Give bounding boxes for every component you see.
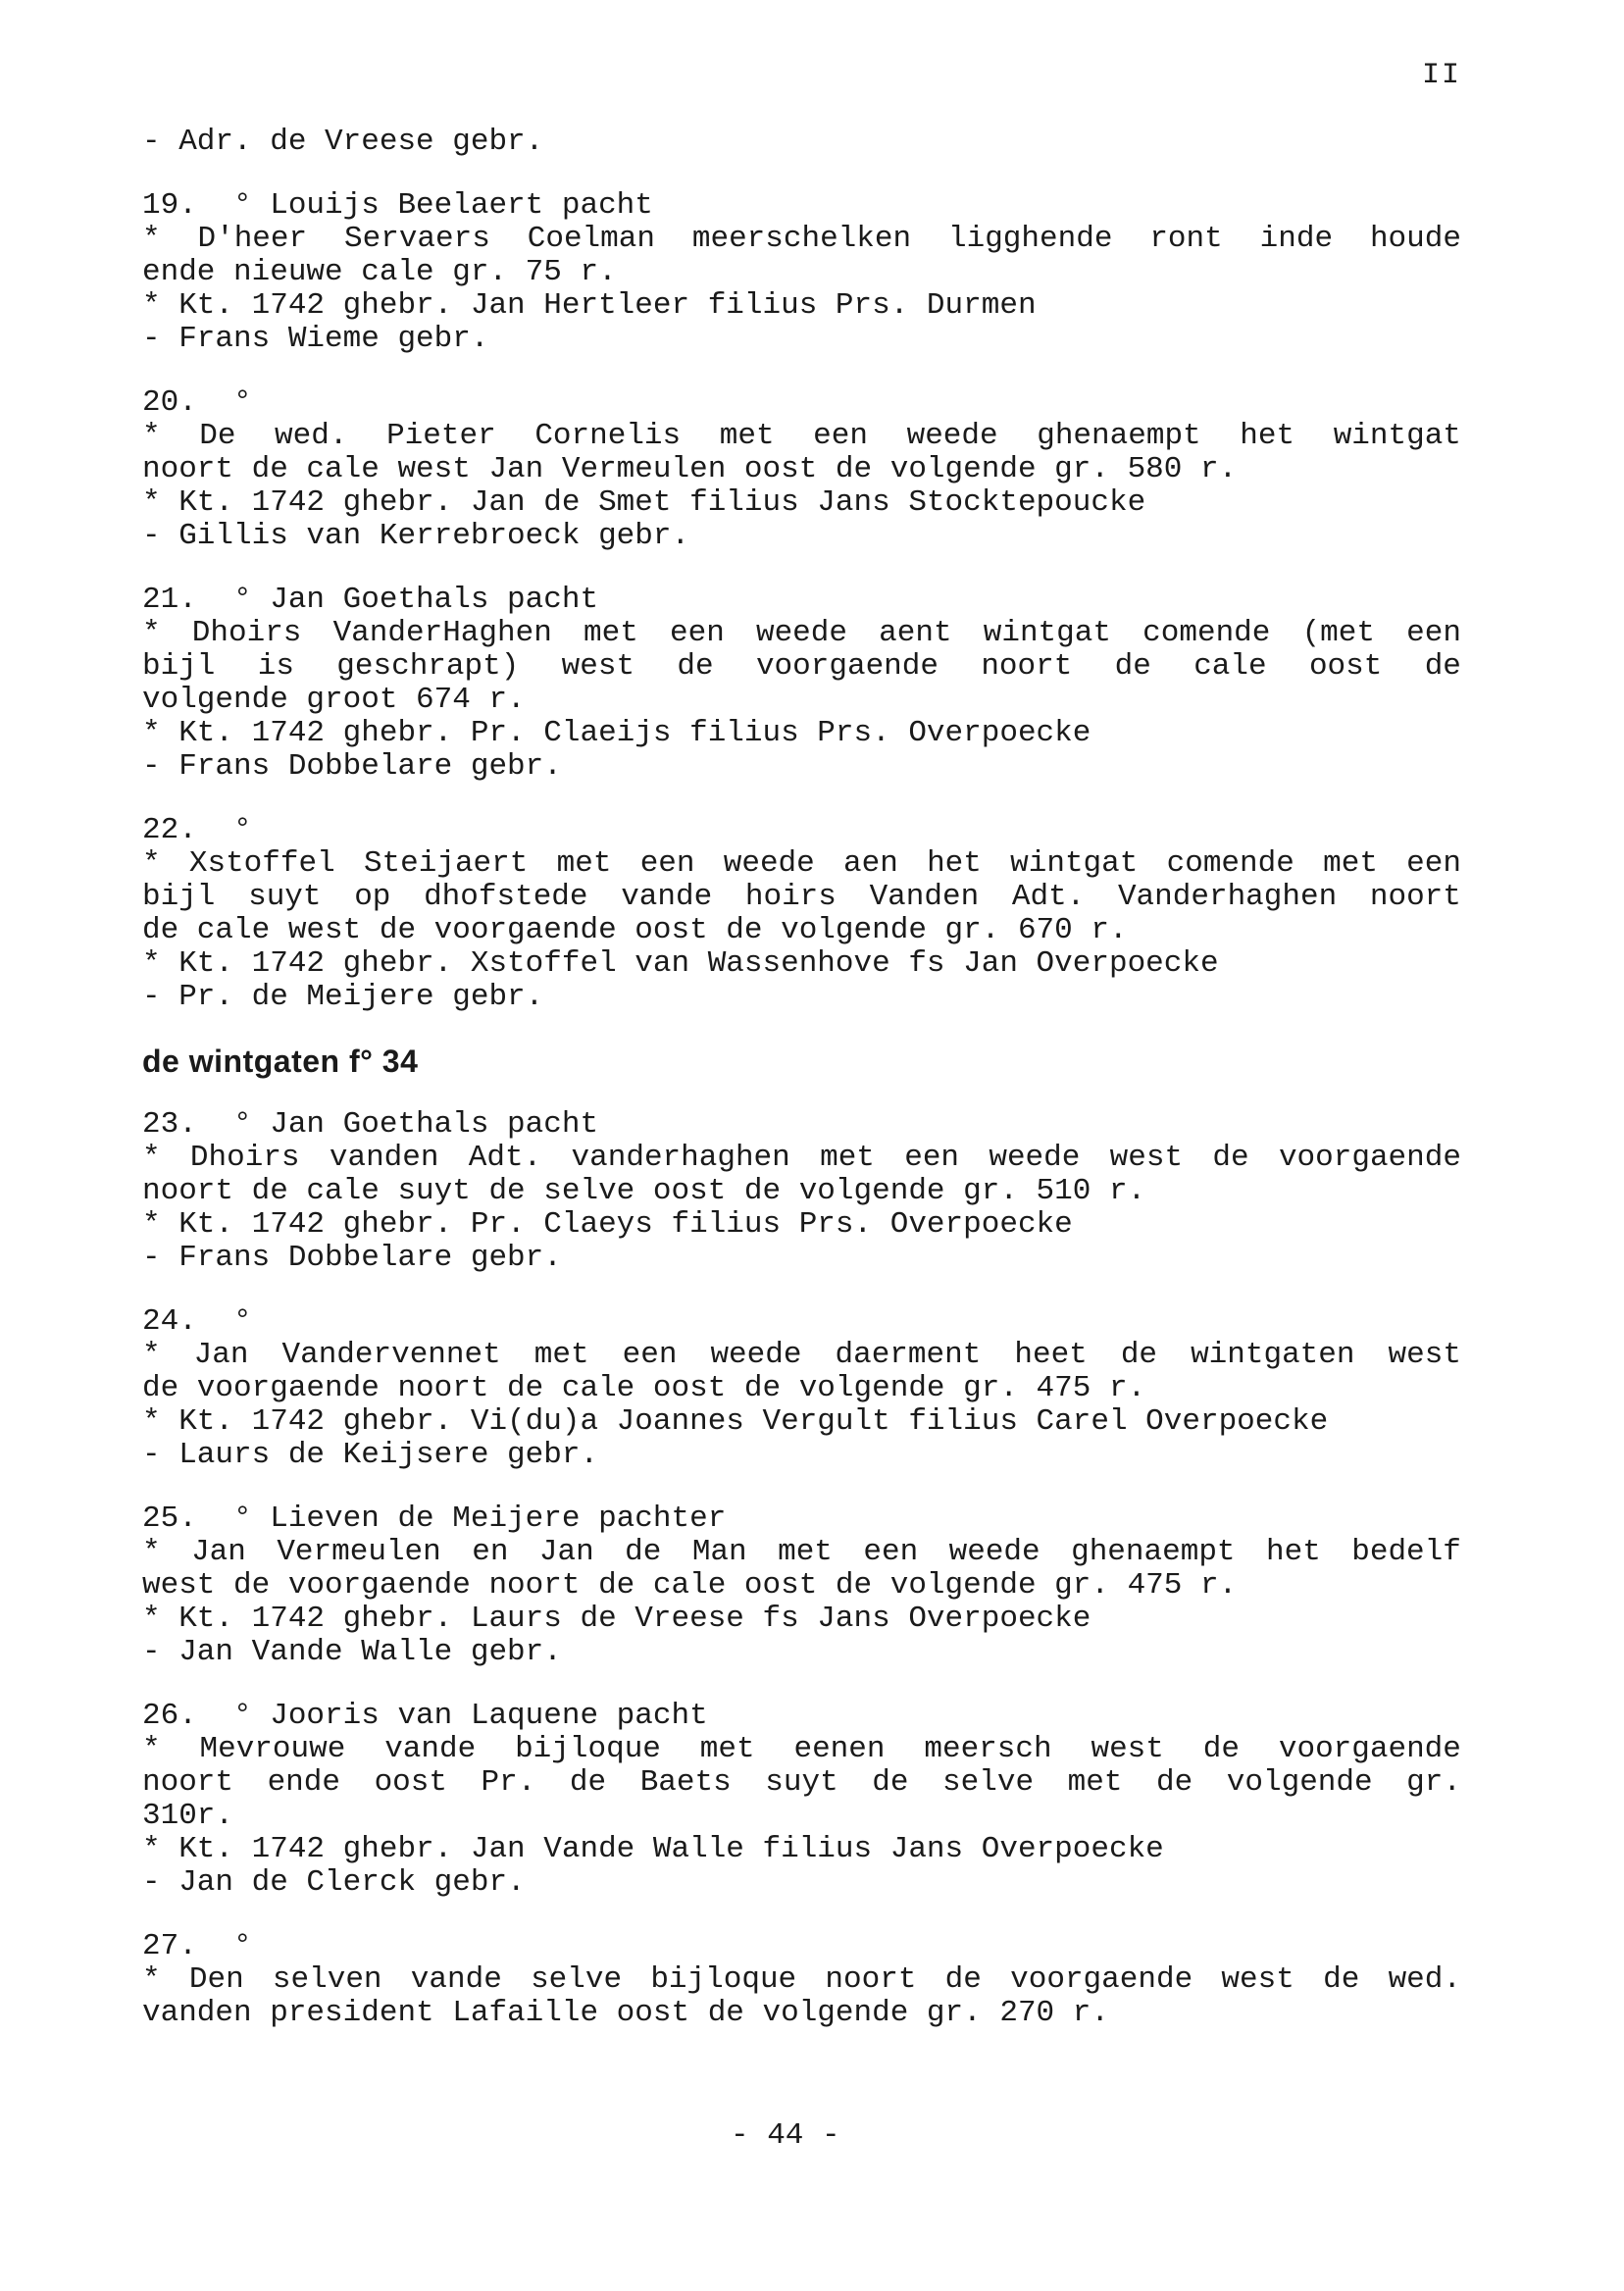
entry-line: * Mevrouwe vande bijloque met eenen meersch west de voorgaende <box>142 1732 1461 1766</box>
entry-line: noort ende oost Pr. de Baets suyt de selve met de volgende gr. <box>142 1765 1461 1800</box>
entry-line: * Kt. 1742 ghebr. Jan de Smet filius Jans Stocktepoucke <box>142 485 1146 520</box>
entry-line: - Frans Dobbelare gebr. <box>142 749 562 784</box>
entry-line: * Xstoffel Steijaert met een weede aen het wintgat comende met een <box>142 846 1461 881</box>
entry-line: bijl is geschrapt) west de voorgaende noort de cale oost de <box>142 649 1461 684</box>
entry-line: volgende groot 674 r. <box>142 683 526 717</box>
record-entry <box>142 584 1461 784</box>
entry-line: de cale west de voorgaende oost de volgende gr. 670 r. <box>142 913 1128 947</box>
entry-line: 24. ° <box>142 1304 252 1339</box>
record-entry <box>142 1700 1461 1900</box>
entry-line: * Jan Vandervennet met een weede daerment heet de wintgaten west <box>142 1338 1461 1372</box>
entry-line: - Jan Vande Walle gebr. <box>142 1635 562 1669</box>
entry-line: * Kt. 1742 ghebr. Pr. Claeijs filius Prs. Overpoecke <box>142 716 1091 750</box>
entry-line: de voorgaende noort de cale oost de volgende gr. 475 r. <box>142 1371 1146 1405</box>
entry-line: vanden president Lafaille oost de volgende gr. 270 r. <box>142 1996 1109 2030</box>
entry-line: - Frans Wieme gebr. <box>142 322 489 356</box>
record-entry <box>142 814 1461 1014</box>
section-heading: de wintgaten f° 34 <box>142 1044 419 1079</box>
entry-line: - Pr. de Meijere gebr. <box>142 980 544 1014</box>
entry-line: - Adr. de Vreese gebr. <box>142 125 544 159</box>
entry-line: - Frans Dobbelare gebr. <box>142 1241 562 1275</box>
entry-line: * Kt. 1742 ghebr. Vi(du)a Joannes Vergult filius Carel Overpoecke <box>142 1404 1329 1439</box>
entry-line: * Jan Vermeulen en Jan de Man met een weede ghenaempt het bedelf <box>142 1535 1461 1569</box>
entry-line: - Laurs de Keijsere gebr. <box>142 1438 599 1472</box>
entry-line: * Kt. 1742 ghebr. Jan Vande Walle filius Jans Overpoecke <box>142 1832 1164 1866</box>
document-body <box>142 126 1461 2030</box>
entry-line: bijl suyt op dhofstede vande hoirs Vanden Adt. Vanderhaghen noort <box>142 880 1461 914</box>
entry-line: 25. ° Lieven de Meijere pachter <box>142 1502 727 1536</box>
entry-line: - Gillis van Kerrebroeck gebr. <box>142 519 690 553</box>
entry-line: * Dhoirs VanderHaghen met een weede aent wintgat comende (met een <box>142 616 1461 650</box>
entry-line: west de voorgaende noort de cale oost de volgende gr. 475 r. <box>142 1568 1238 1603</box>
entry-line: 310r. <box>142 1799 234 1833</box>
entry-line: 21. ° Jan Goethals pacht <box>142 583 599 617</box>
record-entry <box>142 1930 1461 2030</box>
entry-line: 20. ° <box>142 385 252 420</box>
entry-line: ende nieuwe cale gr. 75 r. <box>142 255 617 289</box>
record-entry <box>142 189 1461 356</box>
entry-line: * Kt. 1742 ghebr. Xstoffel van Wassenhove fs Jan Overpoecke <box>142 946 1219 981</box>
entry-line: 26. ° Jooris van Laquene pacht <box>142 1699 708 1733</box>
entry-line: * Kt. 1742 ghebr. Jan Hertleer filius Prs. Durmen <box>142 288 1037 323</box>
entry-line: 23. ° Jan Goethals pacht <box>142 1107 599 1142</box>
entry-line: * Kt. 1742 ghebr. Laurs de Vreese fs Jans Overpoecke <box>142 1602 1091 1636</box>
entry-line: * De wed. Pieter Cornelis met een weede ghenaempt het wintgat <box>142 419 1461 453</box>
entry-line: 19. ° Louijs Beelaert pacht <box>142 188 653 223</box>
entry-line: noort de cale suyt de selve oost de volgende gr. 510 r. <box>142 1174 1146 1208</box>
entry-line: * D'heer Servaers Coelman meerschelken ligghende ront inde houde <box>142 222 1461 256</box>
record-entry <box>142 126 1461 159</box>
entry-line: noort de cale west Jan Vermeulen oost de volgende gr. 580 r. <box>142 452 1238 486</box>
page-label: II <box>1422 59 1462 92</box>
page-number: - 44 - <box>731 2118 840 2153</box>
record-entry <box>142 1305 1461 1472</box>
record-entry <box>142 1502 1461 1669</box>
record-entry <box>142 386 1461 553</box>
record-entry <box>142 1108 1461 1275</box>
entry-line: * Kt. 1742 ghebr. Pr. Claeys filius Prs. Overpoecke <box>142 1207 1073 1242</box>
entry-line: - Jan de Clerck gebr. <box>142 1865 526 1900</box>
entry-line: 22. ° <box>142 813 252 847</box>
entry-line: * Dhoirs vanden Adt. vanderhaghen met een weede west de voorgaende <box>142 1141 1461 1175</box>
entry-line: 27. ° <box>142 1929 252 1963</box>
entry-line: * Den selven vande selve bijloque noort de voorgaende west de wed. <box>142 1962 1461 1997</box>
